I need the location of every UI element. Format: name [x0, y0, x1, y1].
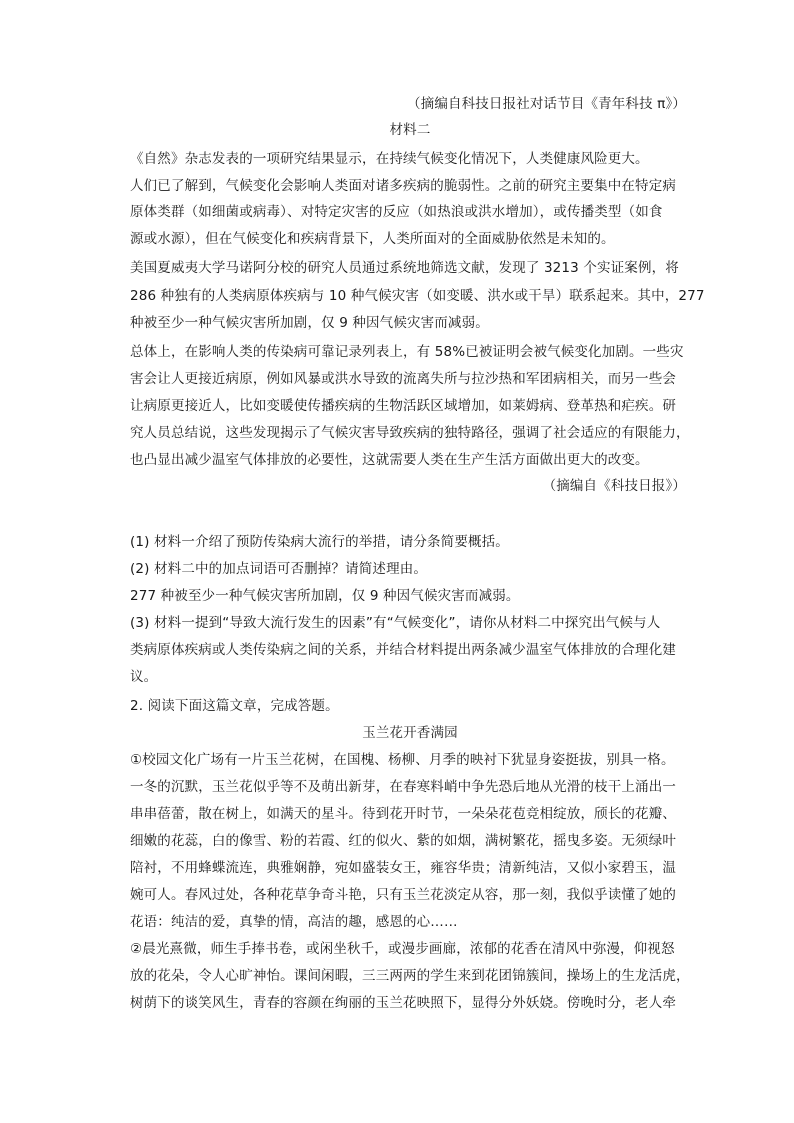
- paragraph-line: 也凸显出减少温室气体排放的必要性，这就需要人类在生产生活方面做出更大的改变。: [130, 452, 649, 468]
- question-line: 议。: [130, 669, 158, 685]
- paragraph-line: 美国夏威夷大学马诺阿分校的研究人员通过系统地筛选文献，发现了 3213 个实证案例，将: [130, 260, 679, 276]
- paragraph-line: 总体上，在影响人类的传染病可靠记录列表上，有 58%已被证明会被气候变化加剧。一些灾: [130, 344, 684, 360]
- question-line: (3) 材料一提到“导致大流行发生的因素”有“气候变化”，请你从材料二中探究出气候与人: [130, 615, 661, 631]
- paragraph-line: 源或水源），但在气候变化和疾病背景下，人类所面对的全面威胁依然是未知的。: [130, 231, 615, 247]
- paragraph-line: 种被至少一种气候灾害所加剧，仅 9 种因气候灾害而减弱。: [130, 315, 489, 331]
- essay-line: 细嫩的花蕊，白的像雪、粉的若霞、红的似火、紫的如烟，满树繁花，摇曳多姿。无须绿叶: [130, 833, 676, 849]
- essay-line: 一冬的沉默，玉兰花似乎等不及萌出新芽，在春寒料峭中争先恐后地从光滑的枝干上涌出一: [130, 779, 676, 795]
- paragraph-line: 原体类群（如细菌或病毒）、对特定灾害的反应（如热浪或洪水增加），或传播类型（如食: [130, 204, 663, 220]
- material2-title: 材料二: [389, 122, 431, 138]
- paragraph-line: 人们已了解到，气候变化会影响人类面对诸多疾病的脆弱性。之前的研究主要集中在特定病: [130, 178, 676, 194]
- essay-line: ①校园文化广场有一片玉兰花树，在国槐、杨柳、月季的映衬下犹显身姿挺拔，别具一格。: [130, 752, 675, 768]
- paragraph-line: 究人员总结说，这些发现揭示了气候灾害导致疾病的独特路径，强调了社会适应的有限能力，: [130, 425, 690, 441]
- essay-line: 放的花朵，令人心旷神怡。课间闲暇，三三两两的学生来到花团锦簇间，操场上的生龙活虎，: [130, 968, 690, 984]
- essay-line: 串串蓓蕾，散在树上，如满天的星斗。待到花开时节，一朵朵花苞竞相绽放，颀长的花瓣、: [130, 806, 676, 822]
- essay-line: 树荫下的谈笑风生，青春的容颜在绚丽的玉兰花映照下，显得分外妖娆。傍晚时分，老人牵: [130, 995, 676, 1011]
- question-line: 277 种被至少一种气候灾害所加剧，仅 9 种因气候灾害而减弱。: [130, 588, 520, 604]
- essay-line: ②晨光熹微，师生手捧书卷，或闲坐秋千，或漫步画廊，浓郁的花香在清风中弥漫，仰视怒: [130, 941, 675, 957]
- essay-line: 婉可人。春风过处，各种花草争奇斗艳，只有玉兰花淡定从容，那一刻，我似乎读懂了她的: [130, 887, 676, 903]
- material2-source: （摘编自《科技日报》）: [542, 478, 686, 494]
- essay-line: 陪衬，不用蜂蝶流连，典雅娴静，宛如盛装女王，雍容华贵；清新纯洁，又似小家碧玉，温: [130, 860, 676, 876]
- essay-title: 玉兰花开香满园: [362, 725, 458, 741]
- paragraph-line: 害会让人更接近病原，例如风暴或洪水导致的流离失所与拉沙热和军团病相关，而另一些会: [130, 371, 676, 387]
- paragraph-line: 286 种独有的人类病原体疾病与 10 种气候灾害（如变暖、洪水或干旱）联系起来。其中，277: [130, 288, 705, 304]
- paragraph-line: 《自然》杂志发表的一项研究结果显示，在持续气候变化情况下，人类健康风险更大。: [130, 151, 649, 167]
- question-line: (2) 材料二中的加点词语可否删掉？请简述理由。: [130, 561, 428, 577]
- paragraph-line: 让病原更接近人，比如变暖使传播疾病的生物活跃区域增加，如莱姆病、登革热和疟疾。研: [130, 398, 676, 414]
- question-2-intro: 2. 阅读下面这篇文章，完成答题。: [130, 698, 339, 714]
- question-line: (1) 材料一介绍了预防传染病大流行的举措，请分条简要概括。: [130, 534, 509, 550]
- question-line: 类病原体疾病或人类传染病之间的关系，并结合材料提出两条减少温室气体排放的合理化建: [130, 642, 676, 658]
- essay-line: 花语：纯洁的爱，真挚的情，高洁的趣，感恩的心……: [130, 914, 458, 930]
- material1-source: （摘编自科技日报社对话节目《青年科技 π》）: [407, 96, 686, 112]
